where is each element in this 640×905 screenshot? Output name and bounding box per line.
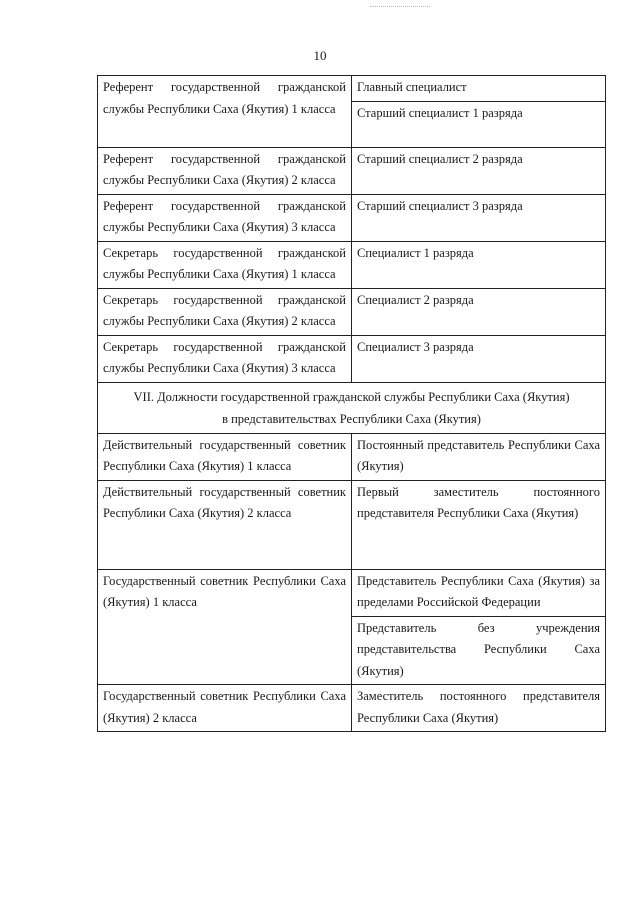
grade-cell: Секретарь государственной гражданской службы Республики Саха (Якутия) 2 класса	[98, 288, 352, 335]
position-cell: Представитель Республики Саха (Якутия) за пределами Российской Федерации	[352, 569, 606, 616]
grade-cell: Референт государственной гражданской службы Республики Саха (Якутия) 2 класса	[98, 147, 352, 194]
section-heading	[98, 382, 606, 433]
position-cell: Постоянный представитель Республики Саха (Якутия)	[352, 433, 606, 480]
table-row	[98, 288, 606, 335]
grade-cell: Действительный государственный советник Республики Саха (Якутия) 2 класса	[98, 480, 352, 569]
grade-cell: Референт государственной гражданской службы Республики Саха (Якутия) 1 класса	[98, 76, 352, 148]
grade-cell: Действительный государственный советник Республики Саха (Якутия) 1 класса	[98, 433, 352, 480]
table-row	[98, 76, 606, 102]
position-cell: Специалист 2 разряда	[352, 288, 606, 335]
position-cell: Главный специалист	[352, 76, 606, 102]
position-cell: Старший специалист 2 разряда	[352, 147, 606, 194]
position-cell: Старший специалист 1 разряда	[352, 101, 606, 147]
table-row	[98, 433, 606, 480]
position-cell: Заместитель постоянного представителя Республики Саха (Якутия)	[352, 685, 606, 732]
section-heading-row	[98, 382, 606, 433]
table-row	[98, 685, 606, 732]
position-cell: Первый заместитель постоянного представителя Республики Саха (Якутия)	[352, 480, 606, 569]
position-cell: Специалист 3 разряда	[352, 335, 606, 382]
scan-artifact	[370, 6, 430, 9]
section-heading-line1: VII. Должности государственной гражданской службы Республики Саха (Якутия)	[133, 389, 570, 404]
position-cell: Специалист 1 разряда	[352, 241, 606, 288]
table-row	[98, 241, 606, 288]
grade-cell: Государственный советник Республики Саха (Якутия) 1 класса	[98, 569, 352, 685]
grade-cell: Референт государственной гражданской службы Республики Саха (Якутия) 3 класса	[98, 194, 352, 241]
page-number: 10	[313, 48, 327, 63]
positions-table	[97, 75, 606, 732]
position-cell: Представитель без учреждения представительства Республики Саха (Якутия)	[352, 616, 606, 685]
grade-cell: Государственный советник Республики Саха (Якутия) 2 класса	[98, 685, 352, 732]
position-cell: Старший специалист 3 разряда	[352, 194, 606, 241]
grade-cell: Секретарь государственной гражданской службы Республики Саха (Якутия) 1 класса	[98, 241, 352, 288]
table-row	[98, 569, 606, 616]
section-heading-line2: в представительствах Республики Саха (Якутия)	[222, 411, 481, 426]
grade-cell: Секретарь государственной гражданской службы Республики Саха (Якутия) 3 класса	[98, 335, 352, 382]
table-row	[98, 194, 606, 241]
table-row	[98, 480, 606, 569]
table-row	[98, 147, 606, 194]
table-row	[98, 335, 606, 382]
